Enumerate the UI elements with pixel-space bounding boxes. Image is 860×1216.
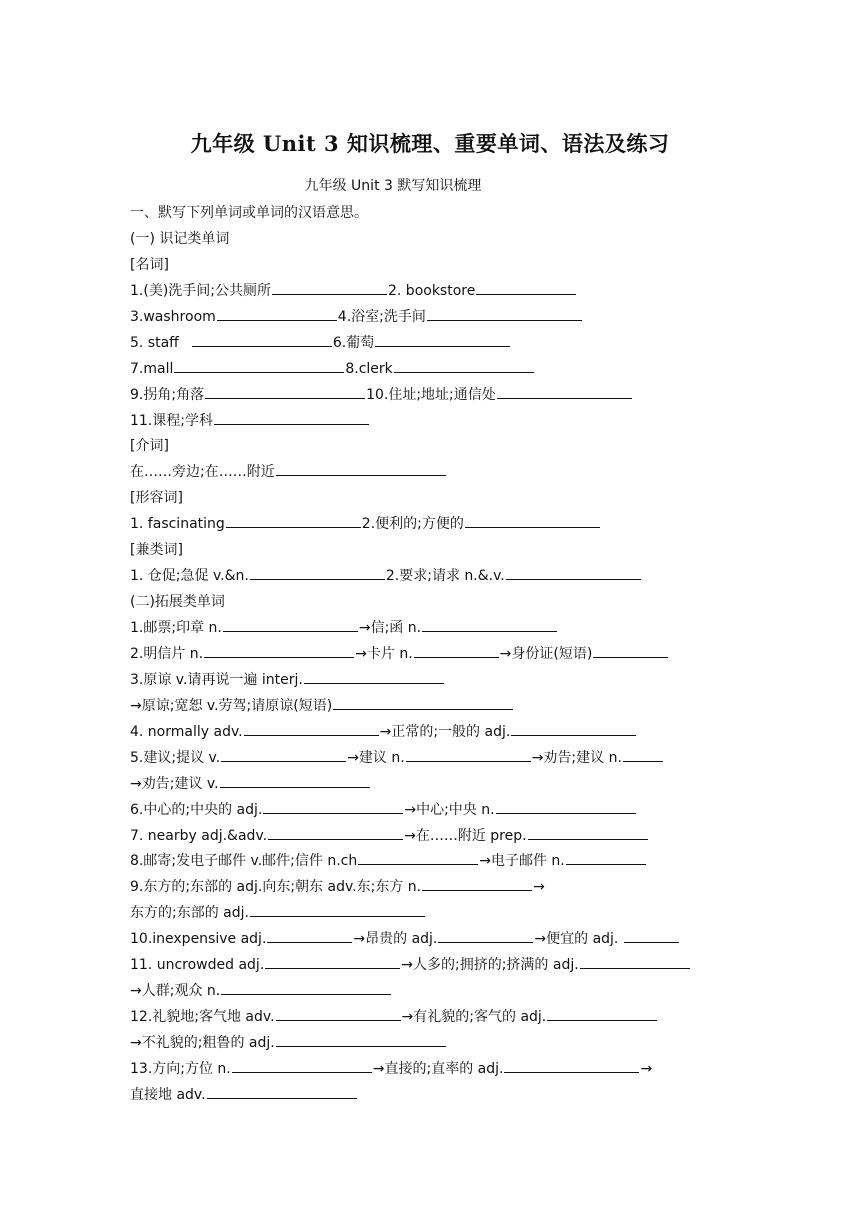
exercise-line: 直接地 adv. xyxy=(130,1083,735,1109)
exercise-line: 1.邮票;印章 n. →信;函 n. xyxy=(130,616,735,642)
answer-blank[interactable] xyxy=(250,901,425,917)
exercise-line: →劝告;建议 v. xyxy=(130,772,735,798)
answer-blank[interactable] xyxy=(406,746,531,762)
answer-blank[interactable] xyxy=(593,642,668,658)
answer-blank[interactable] xyxy=(496,798,636,814)
exercise-line: 11. uncrowded adj. →人多的;拥挤的;挤满的 adj. xyxy=(130,953,735,979)
worksheet-body xyxy=(130,201,735,1109)
exercise-line: 9.东方的;东部的 adj.向东;朝东 adv.东;东方 n. → xyxy=(130,875,735,901)
pos-heading-adjective: [形容词] xyxy=(130,490,183,507)
exercise-line: →原谅;宽恕 v.劳驾;请原谅(短语) xyxy=(130,694,735,720)
answer-blank[interactable] xyxy=(223,616,358,632)
answer-blank[interactable] xyxy=(217,305,337,321)
exercise-line: 5.建议;提议 v. →建议 n. →劝告;建议 n. xyxy=(130,746,735,772)
answer-blank[interactable] xyxy=(438,927,533,943)
category-heading: (一) 识记类单词 xyxy=(130,230,230,247)
exercise-line: 东方的;东部的 adj. xyxy=(130,901,735,927)
exercise-line: →人群;观众 n. xyxy=(130,979,735,1005)
answer-blank[interactable] xyxy=(272,279,387,295)
answer-blank[interactable] xyxy=(333,694,513,710)
answer-blank[interactable] xyxy=(580,953,690,969)
answer-blank[interactable] xyxy=(422,616,557,632)
answer-blank[interactable] xyxy=(205,383,365,399)
answer-blank[interactable] xyxy=(276,460,446,476)
exercise-line: 在……旁边;在……附近 xyxy=(130,460,735,486)
exercise-line: 11.课程;学科 xyxy=(130,409,735,435)
exercise-line: 5. staff 6.葡萄 xyxy=(130,331,735,357)
answer-blank[interactable] xyxy=(623,746,663,762)
answer-blank[interactable] xyxy=(476,279,576,295)
answer-blank[interactable] xyxy=(244,720,379,736)
answer-blank[interactable] xyxy=(268,824,403,840)
answer-blank[interactable] xyxy=(221,746,346,762)
answer-blank[interactable] xyxy=(422,875,532,891)
exercise-line: 12.礼貌地;客气地 adv. →有礼貌的;客气的 adj. xyxy=(130,1005,735,1031)
answer-blank[interactable] xyxy=(276,1031,446,1047)
exercise-line: 7.mall 8.clerk xyxy=(130,357,735,383)
answer-blank[interactable] xyxy=(547,1005,657,1021)
pos-heading-multi: [兼类词] xyxy=(130,542,183,559)
exercise-line: →不礼貌的;粗鲁的 adj. xyxy=(130,1031,735,1057)
instruction-heading: 一、默写下列单词或单词的汉语意思。 xyxy=(130,205,368,221)
answer-blank[interactable] xyxy=(226,512,361,528)
answer-blank[interactable] xyxy=(414,642,499,658)
pos-heading-noun: [名词] xyxy=(130,256,169,273)
exercise-line: 7. nearby adj.&adv. →在……附近 prep. xyxy=(130,824,735,850)
pos-heading-preposition: [介词] xyxy=(130,438,169,455)
exercise-line: 10.inexpensive adj. →昂贵的 adj. →便宜的 adj. xyxy=(130,927,735,953)
answer-blank[interactable] xyxy=(624,927,679,943)
answer-blank[interactable] xyxy=(276,1005,401,1021)
answer-blank[interactable] xyxy=(250,564,385,580)
exercise-line: 1. fascinating 2.便利的;方便的 xyxy=(130,512,735,538)
answer-blank[interactable] xyxy=(220,772,370,788)
exercise-line: 1. 仓促;急促 v.&n. 2.要求;请求 n.&.v. xyxy=(130,564,735,590)
answer-blank[interactable] xyxy=(465,512,600,528)
answer-blank[interactable] xyxy=(566,849,646,865)
exercise-line: 4. normally adv. →正常的;一般的 adj. xyxy=(130,720,735,746)
answer-blank[interactable] xyxy=(263,798,403,814)
exercise-line: 6.中心的;中央的 adj. →中心;中央 n. xyxy=(130,798,735,824)
answer-blank[interactable] xyxy=(358,849,478,865)
exercise-line: 3.原谅 v.请再说一遍 interj. xyxy=(130,668,735,694)
answer-blank[interactable] xyxy=(204,642,354,658)
answer-blank[interactable] xyxy=(304,668,444,684)
exercise-line: 2.明信片 n. →卡片 n. →身份证(短语) xyxy=(130,642,735,668)
answer-blank[interactable] xyxy=(504,1057,639,1073)
answer-blank[interactable] xyxy=(221,979,391,995)
exercise-line: 1.(美)洗手间;公共厕所 2. bookstore xyxy=(130,279,735,305)
answer-blank[interactable] xyxy=(265,953,400,969)
category-heading: (二)拓展类单词 xyxy=(130,594,225,611)
answer-blank[interactable] xyxy=(511,720,636,736)
answer-blank[interactable] xyxy=(394,357,534,373)
answer-blank[interactable] xyxy=(232,1057,372,1073)
answer-blank[interactable] xyxy=(207,1083,357,1099)
answer-blank[interactable] xyxy=(214,409,369,425)
document-title: 九年级 Unit 3 知识梳理、重要单词、语法及练习 xyxy=(190,131,670,156)
exercise-line: 9.拐角;角落 10.住址;地址;通信处 xyxy=(130,383,735,409)
answer-blank[interactable] xyxy=(528,824,648,840)
answer-blank[interactable] xyxy=(497,383,632,399)
answer-blank[interactable] xyxy=(427,305,582,321)
exercise-line: 13.方向;方位 n. →直接的;直率的 adj. → xyxy=(130,1057,735,1083)
exercise-line: 3.washroom 4.浴室;洗手间 xyxy=(130,305,735,331)
answer-blank[interactable] xyxy=(375,331,510,347)
exercise-line: 8.邮寄;发电子邮件 v.邮件;信件 n.ch →电子邮件 n. xyxy=(130,849,735,875)
answer-blank[interactable] xyxy=(267,927,352,943)
answer-blank[interactable] xyxy=(506,564,641,580)
section-subtitle: 九年级 Unit 3 默写知识梳理 xyxy=(304,178,482,194)
answer-blank[interactable] xyxy=(192,331,332,347)
answer-blank[interactable] xyxy=(174,357,344,373)
